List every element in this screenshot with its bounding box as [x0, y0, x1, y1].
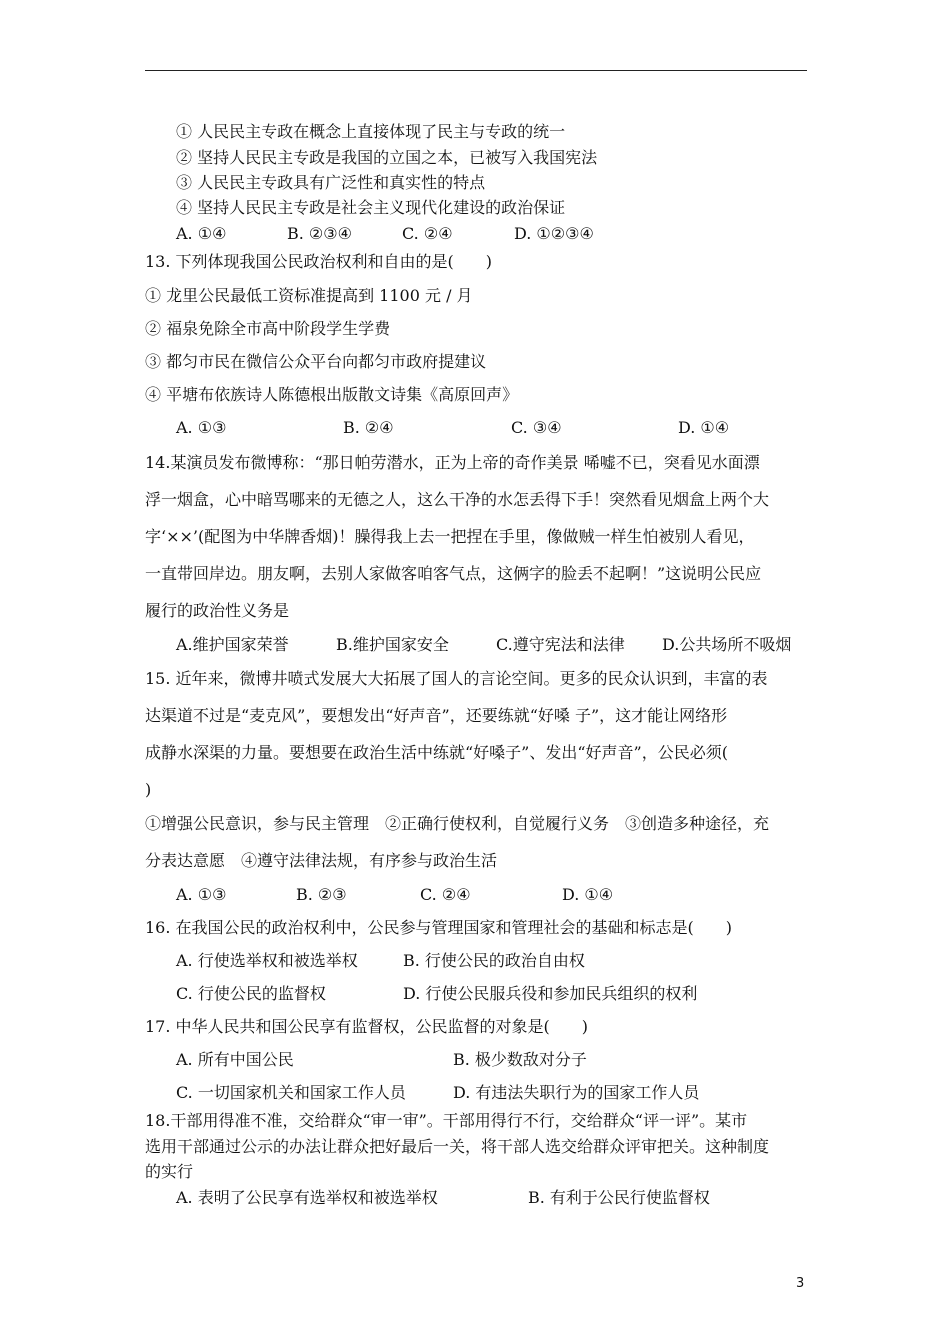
q14-option-c: C.遵守宪法和法律 [496, 635, 625, 654]
q16-option-d: D. 行使公民服兵役和参加民兵组织的权利 [403, 984, 698, 1003]
q13-statement-4: ④ 平塘布依族诗人陈德根出版散文诗集《高原回声》 [145, 385, 519, 404]
q15-line-6: 分表达意愿 ④遵守法律法规，有序参与政治生活 [145, 851, 498, 870]
q18-option-a: A. 表明了公民享有选举权和被选举权 [176, 1188, 438, 1207]
q15-option-b: B. ②③ [296, 885, 347, 904]
q13-option-d: D. ①④ [678, 418, 730, 437]
q12-option-c: C. ②④ [402, 224, 453, 243]
q13-statement-1: ① 龙里公民最低工资标准提高到 1100 元 / 月 [145, 286, 473, 305]
q17-option-b: B. 极少数敌对分子 [453, 1050, 587, 1069]
q13-stem: 13. 下列体现我国公民政治权利和自由的是( ) [145, 252, 493, 271]
q17-option-d: D. 有违法失职行为的国家工作人员 [453, 1083, 700, 1102]
q15-line-5: ①增强公民意识，参与民主管理 ②正确行使权利，自觉履行义务 ③创造多种途径，充 [145, 814, 770, 833]
q17-stem: 17. 中华人民共和国公民享有监督权，公民监督的对象是( ) [145, 1017, 589, 1036]
q13-statement-2: ② 福泉免除全市高中阶段学生学费 [145, 319, 391, 338]
q12-option-a: A. ①④ [176, 224, 227, 243]
q14-line-4: 一直带回岸边。朋友啊，去别人家做客咱客气点，这俩字的脸丢不起啊！”这说明公民应 [145, 564, 762, 583]
q16-option-b: B. 行使公民的政治自由权 [403, 951, 585, 970]
q18-option-b: B. 有利于公民行使监督权 [528, 1188, 710, 1207]
q18-line-2: 选用干部通过公示的办法让群众把好最后一关，将干部人选交给群众评审把关。这种制度 [145, 1137, 770, 1156]
q14-option-b: B.维护国家安全 [336, 635, 449, 654]
q14-line-5: 履行的政治性义务是 [145, 601, 290, 620]
page-number: 3 [796, 1276, 805, 1291]
q15-line-4: ) [145, 780, 152, 799]
q15-option-c: C. ②④ [420, 885, 471, 904]
q12-statement-2: ② 坚持人民民主专政是我国的立国之本，已被写入我国宪法 [176, 148, 598, 167]
q13-option-b: B. ②④ [343, 418, 394, 437]
q15-line-1: 15. 近年来，微博井喷式发展大大拓展了国人的言论空间。更多的民众认识到，丰富的表 [145, 669, 768, 688]
q15-line-3: 成静水深渠的力量。要想要在政治生活中练就“好嗓子”、发出“好声音”，公民必须( [145, 743, 728, 762]
q12-option-d: D. ①②③④ [514, 224, 594, 243]
q17-option-a: A. 所有中国公民 [176, 1050, 294, 1069]
header-rule [145, 70, 807, 71]
q18-line-3: 的实行 [145, 1162, 194, 1181]
q14-line-3: 字‘××’(配图为中华牌香烟)！臊得我上去一把捏在手里，像做贼一样生怕被别人看见， [145, 527, 755, 546]
q18-line-1: 18.干部用得准不准，交给群众“审一审”。干部用得行不行，交给群众“评一评”。某市 [145, 1111, 748, 1130]
q12-option-b: B. ②③④ [287, 224, 352, 243]
q14-line-2: 浮一烟盒，心中暗骂哪来的无德之人，这么干净的水怎丢得下手！突然看见烟盒上两个大 [145, 490, 770, 509]
q14-line-1: 14.某演员发布微博称：“那日帕劳潜水，正为上帝的奇作美景 唏嘘不已，突看见水面漂 [145, 453, 760, 472]
q13-option-c: C. ③④ [511, 418, 562, 437]
q14-option-a: A.维护国家荣誉 [176, 635, 289, 654]
q15-option-d: D. ①④ [562, 885, 614, 904]
q15-line-2: 达渠道不过是“麦克风”，要想发出“好声音”，还要练就“好嗓 子”，这才能让网络形 [145, 706, 728, 725]
q17-option-c: C. 一切国家机关和国家工作人员 [176, 1083, 406, 1102]
q15-option-a: A. ①③ [176, 885, 227, 904]
q13-option-a: A. ①③ [176, 418, 227, 437]
q12-statement-4: ④ 坚持人民民主专政是社会主义现代化建设的政治保证 [176, 198, 566, 217]
q12-statement-1: ① 人民民主专政在概念上直接体现了民主与专政的统一 [176, 122, 566, 141]
q16-stem: 16. 在我国公民的政治权利中，公民参与管理国家和管理社会的基础和标志是( ) [145, 918, 733, 937]
q13-statement-3: ③ 都匀市民在微信公众平台向都匀市政府提建议 [145, 352, 487, 371]
q14-option-d: D.公共场所不吸烟 [662, 635, 792, 654]
q12-statement-3: ③ 人民民主专政具有广泛性和真实性的特点 [176, 173, 486, 192]
q16-option-c: C. 行使公民的监督权 [176, 984, 326, 1003]
q16-option-a: A. 行使选举权和被选举权 [176, 951, 358, 970]
